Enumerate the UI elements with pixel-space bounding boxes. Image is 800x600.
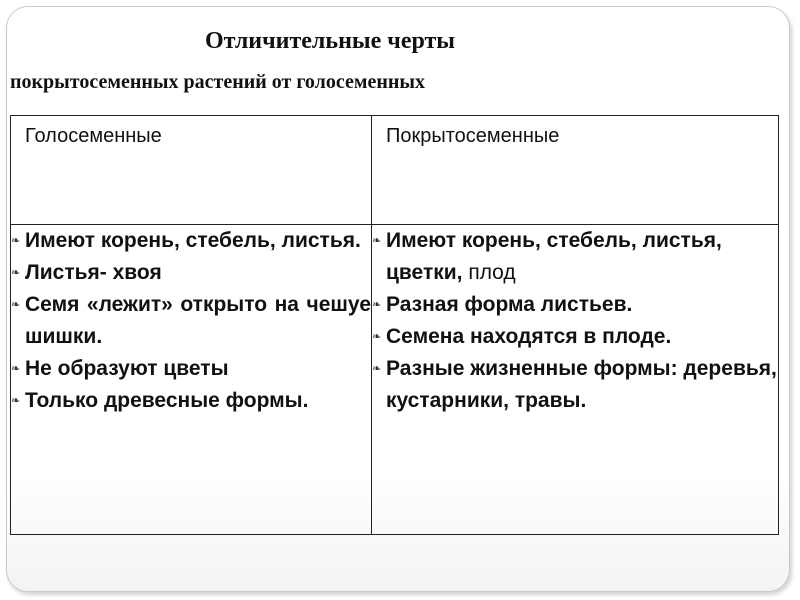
slide-title: Отличительные черты [204, 28, 456, 54]
list-item-text: Листья- хвоя [25, 261, 162, 285]
angiosperms-cell [372, 225, 779, 535]
bullet-icon: ❧ [11, 299, 21, 312]
bullet-icon: ❧ [372, 299, 382, 312]
bullet-icon: ❧ [372, 331, 382, 344]
slide-subtitle: покрытосеменных растений от голосеменных [10, 71, 426, 93]
list-item-text: Семена находятся в плоде. [386, 325, 672, 349]
gymnosperms-cell [11, 225, 372, 535]
header-cell-angiosperms [372, 116, 779, 225]
bullet-icon: ❧ [372, 363, 382, 376]
list-item [372, 321, 778, 353]
bullet-icon: ❧ [11, 395, 21, 408]
table-body-row [11, 225, 779, 535]
angiosperms-list [372, 225, 778, 417]
list-item [11, 353, 371, 385]
bullet-icon: ❧ [11, 235, 21, 248]
list-item-text: Имеют корень, стебель, листья. [25, 229, 361, 253]
list-item [372, 225, 778, 289]
table-header-row [11, 116, 779, 225]
bullet-icon: ❧ [372, 235, 382, 248]
header-angiosperms: Покрытосеменные [386, 125, 560, 147]
list-item [372, 289, 778, 321]
list-item-text: Только древесные формы. [25, 389, 309, 413]
list-item [11, 257, 371, 289]
list-item-text: Не образуют цветы [25, 357, 229, 381]
gymnosperms-list [11, 225, 371, 417]
header-gymnosperms: Голосеменные [25, 125, 162, 147]
comparison-table [10, 115, 779, 535]
list-item-text: Разные жизненные формы: деревья, кустарники, травы. [386, 357, 777, 413]
bullet-icon: ❧ [11, 363, 21, 376]
header-cell-gymnosperms [11, 116, 372, 225]
bullet-icon: ❧ [11, 267, 21, 280]
list-item-text: Разная форма листьев. [386, 293, 633, 317]
list-item [372, 353, 778, 417]
list-item [11, 385, 371, 417]
list-item [11, 289, 371, 353]
list-item [11, 225, 371, 257]
list-item-text: Имеют корень, стебель, листья, цветки, [386, 229, 722, 285]
list-item-text-plain: плод [462, 261, 516, 285]
list-item-text: Семя «лежит» открыто на чешуе шишки. [25, 293, 371, 349]
